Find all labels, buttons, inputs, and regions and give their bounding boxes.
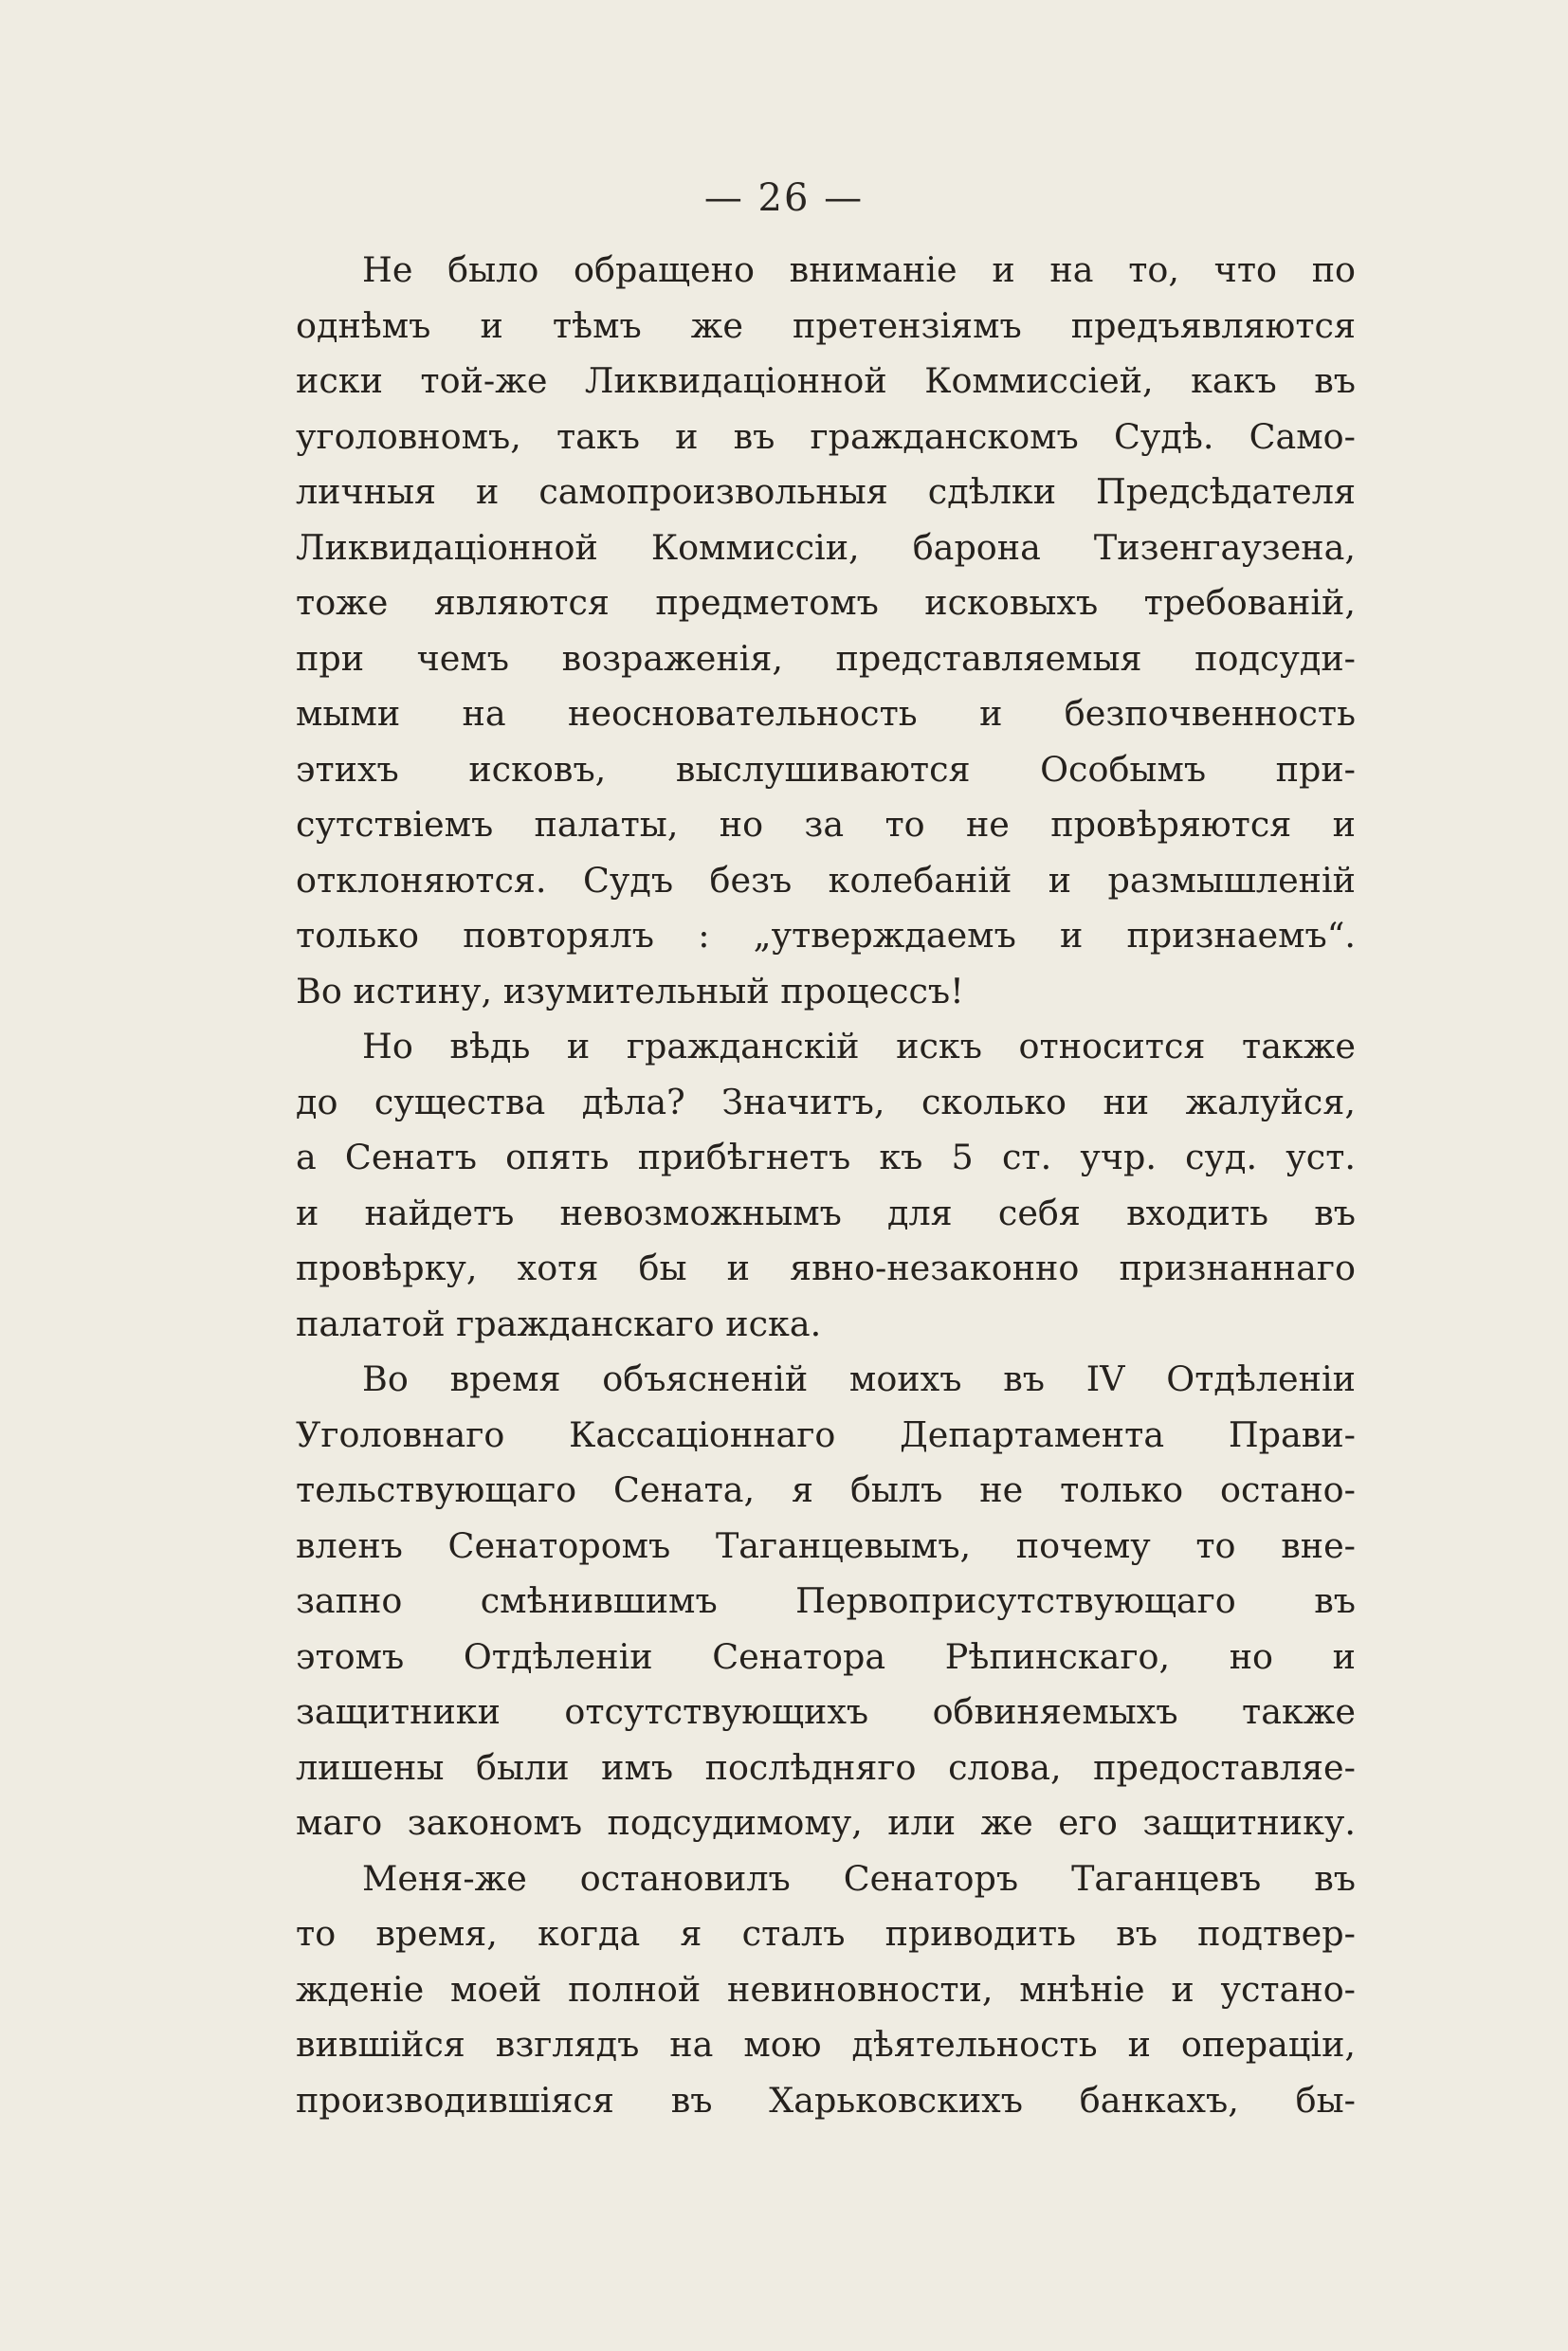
text-line: до существа дѣла? Значитъ, сколько ни жалуйся, xyxy=(296,1081,1356,1122)
text-line: только повторялъ : „утверждаемъ и признаемъ“. xyxy=(296,915,1356,956)
page-number: — 26 — xyxy=(703,176,865,220)
text-line: Уголовнаго Кассаціоннаго Департамента Прави- xyxy=(296,1413,1356,1455)
text-line: при чемъ возраженія, представляемыя подсуди- xyxy=(296,637,1356,679)
text-line: Ликвидаціонной Коммиссіи, барона Тизенгаузена, xyxy=(296,526,1356,568)
paragraph-3 xyxy=(296,1352,1356,1851)
text-line: Меня-же остановилъ Сенаторъ Таганцевъ въ xyxy=(362,1857,1356,1899)
text-line: отклоняются. Судъ безъ колебаній и размышленій xyxy=(296,859,1356,901)
text-line: вившійся взглядъ на мою дѣятельность и операціи, xyxy=(296,2024,1356,2065)
text-line: и найдетъ невозможнымъ для себя входить въ xyxy=(296,1192,1356,1233)
paragraph-2 xyxy=(296,1019,1356,1352)
text-line: иски той-же Ликвидаціонной Коммиссіей, какъ въ xyxy=(296,360,1356,401)
text-line: то время, когда я сталъ приводить въ подтвер- xyxy=(296,1913,1356,1954)
text-line: сутствіемъ палаты, но за то не провѣряются и xyxy=(296,804,1356,845)
text-line: однѣмъ и тѣмъ же претензіямъ предъявляются xyxy=(296,304,1356,346)
text-line: Во истину, изумительный процессъ! xyxy=(296,970,964,1011)
text-line: запно смѣнившимъ Первоприсутствующаго въ xyxy=(296,1580,1356,1621)
text-line: этомъ Отдѣленіи Сенатора Рѣпинскаго, но и xyxy=(296,1635,1356,1677)
text-line: этихъ исковъ, выслушиваются Особымъ при- xyxy=(296,748,1356,790)
text-line: жденіе моей полной невиновности, мнѣніе и устано- xyxy=(296,1968,1356,2010)
text-line: личныя и самопроизвольныя сдѣлки Предсѣдателя xyxy=(296,471,1356,512)
text-line: провѣрку, хотя бы и явно-незаконно признаннаго xyxy=(296,1248,1356,1288)
paragraph-4 xyxy=(296,1851,1356,2129)
text-line: производившіяся въ Харьковскихъ банкахъ, бы- xyxy=(296,2079,1356,2121)
text-line: Но вѣдь и гражданскій искъ относится также xyxy=(362,1026,1356,1066)
text-line: защитники отсутствующихъ обвиняемыхъ также xyxy=(296,1691,1356,1732)
text-line: лишены были имъ послѣдняго слова, предоставляе- xyxy=(296,1746,1356,1788)
text-line: вленъ Сенаторомъ Таганцевымъ, почему то вне- xyxy=(296,1524,1356,1566)
body-text xyxy=(296,243,1356,2128)
text-line: а Сенатъ опять прибѣгнетъ къ 5 ст. учр. суд. уст. xyxy=(296,1137,1356,1177)
text-line: тельствующаго Сената, я былъ не только остано- xyxy=(296,1469,1356,1510)
text-line: уголовномъ, такъ и въ гражданскомъ Судѣ. Само- xyxy=(296,415,1356,457)
text-line: тоже являются предметомъ исковыхъ требованій, xyxy=(296,582,1356,623)
text-line: палатой гражданскаго иска. xyxy=(296,1303,822,1344)
text-line: маго закономъ подсудимому, или же его защитнику. xyxy=(296,1802,1356,1843)
text-line: Во время объясненій моихъ въ IV Отдѣленіи xyxy=(362,1358,1356,1399)
text-line: Не было обращено вниманіе и на то, что по xyxy=(362,249,1356,290)
paragraph-1 xyxy=(296,243,1356,1019)
text-line: мыми на неосновательность и безпочвенность xyxy=(296,693,1356,734)
